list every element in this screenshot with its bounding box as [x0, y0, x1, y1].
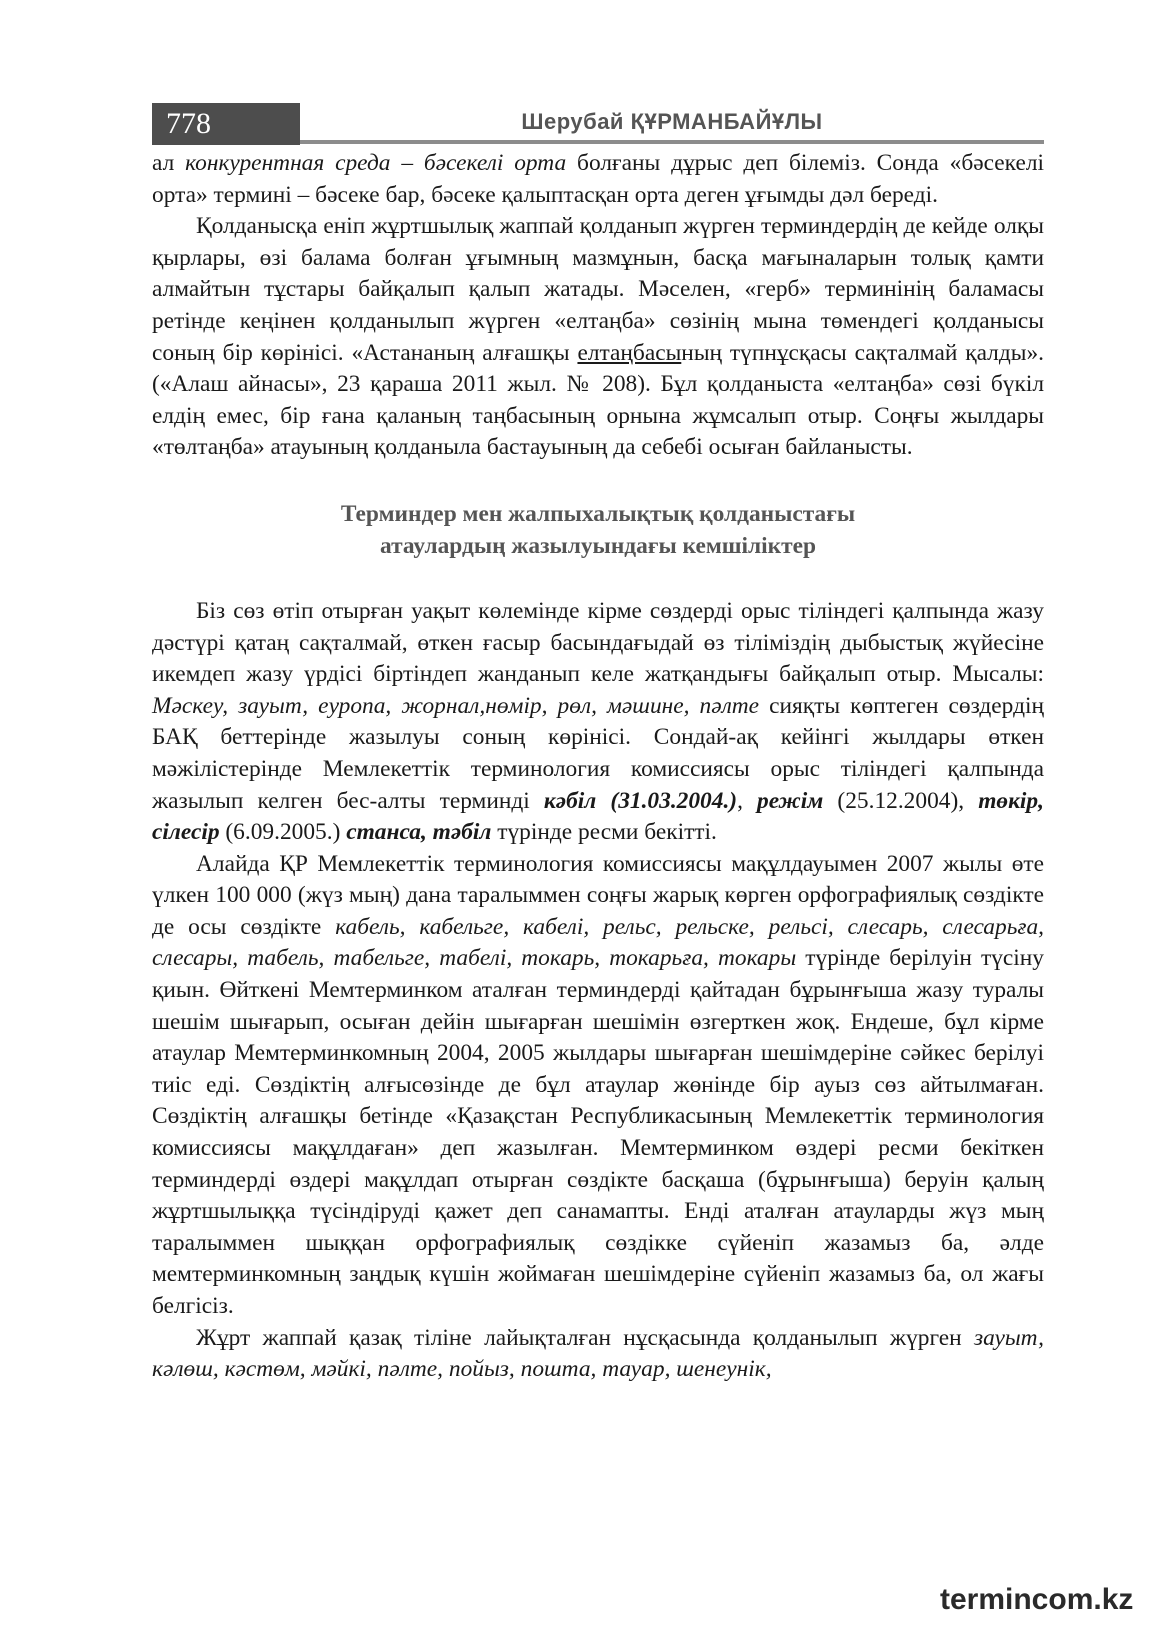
- text-span: ,: [737, 787, 758, 814]
- text-span: ал: [152, 150, 186, 176]
- section-title-line-2: атаулардың жазылуындағы кемшіліктер: [380, 532, 816, 559]
- page-number: 778: [152, 103, 300, 145]
- text-span: Жұрт жаппай қазақ тіліне лайықталған нұсқасында қолданылып жүрген: [196, 1324, 974, 1351]
- paragraph-3: [152, 596, 1044, 849]
- text-span: Алайда ҚР Мемлекеттік терминология комиссиясы мақұлдауымен 2007 жылы өте үлкен 100 000 (жүз мың) дана таралыммен соңғы жарық көрген орфографиялық сөздікте де осы сөздікте: [152, 850, 1044, 940]
- text-span: ның түпнұсқасы сақталмай қалды».(«Алаш айнасы», 23 қараша 2011 жыл. № 208). Бұл қолданыста «елтаңба» сөзі бүкіл елдің емес, бір ғана қаланың таңбасының орнына жұмсалып отыр. Соңғы жылдары «төлтаңба» атауының қолданыла бастауының да себебі осыған байланысты.: [152, 339, 1044, 461]
- paragraph-5: [152, 1323, 1044, 1386]
- paragraph-2: [152, 211, 1044, 464]
- italic-span: кабель, кабельге, кабелі, рельс, рельске, рельсі, слесарь, слесарьға, слесары, табель, табельге, табелі, токарь, токарьға, токары: [152, 913, 1045, 972]
- italic-span: конкурентная среда – бәсекелі орта: [185, 150, 567, 176]
- body-text: [152, 148, 1044, 1386]
- paragraph-4: [152, 849, 1044, 1323]
- underlined-span: елтаңбасы: [577, 339, 682, 366]
- text-span: (25.12.2004),: [823, 787, 979, 814]
- bold-italic-span: кәбіл: [543, 787, 597, 814]
- header-rule: [300, 140, 1044, 144]
- bold-italic-span: төкір, сілесір: [152, 787, 1044, 846]
- text-span: (6.09.2005.): [219, 819, 347, 846]
- bold-italic-span: режім: [757, 787, 824, 814]
- bold-italic-span: (31.03.2004.): [596, 787, 738, 814]
- text-span: түрінде берілуін түсіну қиын. Өйткені Мемтерминком аталған терминдерді қайтадан бұрынғыша жазу туралы шешім шығарып, осыған дейін шығарған шешімін өзгерткен жоқ. Ендеше, бұл кірме атаулар Мемтерминкомның 2004, 2005 жылдары шығарған шешімдеріне сәйкес берілуі тиіс еді. Сөздіктің алғысөзінде де бұл атаулар жөнінде бір ауыз сөз айтылмаған. Сөздіктің алғашқы бетінде «Қазақстан Республикасының Мемлекеттік терминология комиссиясы мақұлдаған» деп жазылған. Мемтерминком өздері ресми бекіткен терминдерді өздері мақұлдап отырған сөздікте басқаша (бұрынғыша) беруін қалың жұртшылыққа түсіндіруді қажет деп санамапты. Енді аталған атауларды жүз мың таралыммен шыққан орфографиялық сөздікке сүйеніп жазамыз ба, әлде мемтерминкомның заңдық күшін жоймаған шешімдеріне сүйеніп жазамыз ба, ол жағы белгісіз.: [152, 945, 1044, 1319]
- watermark-logo: termincom.kz: [940, 1583, 1134, 1616]
- text-span: Қолданысқа еніп жұртшылық жаппай қолданып жүрген терминдердің де кейде олқы қырлары, өзі балама болған ұғымның мазмұнын, басқа мағыналарын толық қамти алмайтын тұстары байқалып қалып жатады. Мәселен, «герб» терминінің баламасы ретінде кеңінен қолданылып жүрген «елтаңба» сөзінің мына төмендегі қолданысы соның бір көрінісі. «Астананың алғашқы: [152, 213, 1044, 366]
- italic-span: зауыт, кәлөш, кәстөм, мәйкі, пәлте, пойыз, пошта, тауар, шенеунік,: [152, 1324, 1044, 1383]
- text-span: болғаны дұрыс деп білеміз. Сонда «бәсекелі орта» термині – бәсеке бар, бәсеке қалыптасқан орта деген ұғымды дәл береді.: [152, 150, 1045, 208]
- bold-italic-span: станса, тәбіл: [346, 819, 492, 846]
- text-span: түрінде ресми бекітті.: [491, 819, 717, 846]
- running-head: Шерубай ҚҰРМАНБАЙҰЛЫ: [521, 109, 823, 134]
- section-title-line-1: Терминдер мен жалпыхалықтық қолданыстағы: [340, 500, 856, 527]
- text-span: сияқты көптеген сөздердің БАҚ беттерінде жазылуы соның көрінісі. Сондай-ақ кейінгі жылдары өткен мәжілістерінде Мемлекеттік терминология комиссиясы орыс тіліндегі қалпында жазылып келген бес-алты терминді: [152, 692, 1044, 814]
- section-title: [152, 498, 1044, 562]
- italic-span: Мәскеу, зауыт, еуропа, жорнал,нөмір, рөл, мәшине, пәлте: [152, 692, 760, 719]
- text-span: Біз сөз өтіп отырған уақыт көлемінде кірме сөздерді орыс тіліндегі қалпында жазу дәстүрі қатаң сақталмай, өткен ғасыр басындағыдай өз тіліміздің дыбыстық жүйесіне икемдеп жазу үрдісі біртіндеп жанданып келе жатқандығы байқалып отыр. Мысалы:: [152, 597, 1044, 688]
- paragraph-1: [152, 148, 1044, 211]
- page-header: [152, 103, 1044, 145]
